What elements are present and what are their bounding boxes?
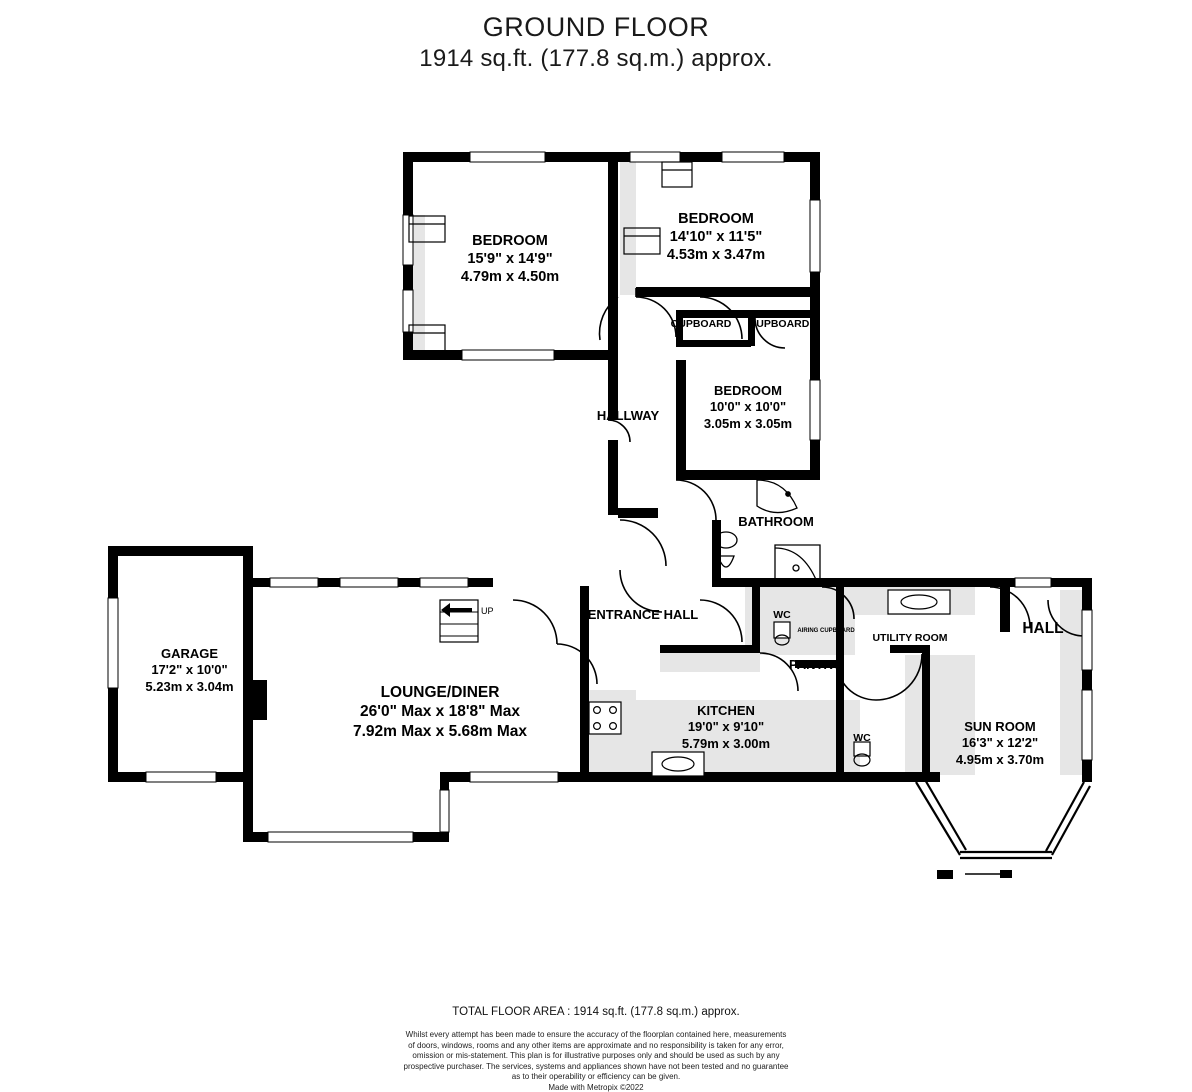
room-label-bedroom-3: BEDROOM 10'0" x 10'0" 3.05m x 3.05m xyxy=(703,383,793,431)
footer-disclaimer xyxy=(0,1024,1192,1092)
footer-made-with: Made with Metropix ©2022 xyxy=(548,1082,644,1092)
footer-total-text: TOTAL FLOOR AREA : 1914 sq.ft. (177.8 sq.m.) approx. xyxy=(452,1006,740,1018)
utility-fittings xyxy=(888,590,950,614)
room-label-bedroom-1: BEDROOM 15'9" x 14'9" 4.79m x 4.50m xyxy=(460,233,560,286)
area-label-wc-2: WC xyxy=(853,732,871,744)
bathroom-fixtures xyxy=(715,480,820,585)
disclaimer-line-1: Whilst every attempt has been made to ensure the accuracy of the floorplan contained here, measurements xyxy=(405,1030,787,1039)
area-label-wc-1: WC xyxy=(773,609,791,621)
room-label-lounge-diner: LOUNGE/DINER 26'0" Max x 18'8" Max 7.92m Max x 5.68m Max xyxy=(352,684,528,740)
plan-title-main: GROUND FLOOR xyxy=(482,12,710,42)
footer-total-area xyxy=(0,1006,1192,1018)
room-label-sun-room: SUN ROOM 16'3" x 12'2" 4.95m x 3.70m xyxy=(955,719,1045,767)
area-label-airing-cupboard: AIRING CUPBOARD xyxy=(797,628,855,634)
area-label-entrance-hall: ENTRANCE HALL xyxy=(587,607,699,622)
area-label-cupboard-1: CUPBOARD xyxy=(670,318,732,330)
stairs-up-label: UP xyxy=(481,606,494,616)
stairs-up xyxy=(440,600,478,642)
room-label-bedroom-2: BEDROOM 14'10" x 11'5" 4.53m x 3.47m xyxy=(666,211,766,264)
walls-bedroom-wing xyxy=(403,152,820,518)
area-label-cupboard-2: CUPBOARD xyxy=(748,318,810,330)
area-label-pantry: PANTRY xyxy=(789,657,841,672)
plan-title-sub: 1914 sq.ft. (177.8 sq.m.) approx. xyxy=(419,45,773,72)
walls-sun-room xyxy=(916,770,1092,879)
area-label-utility-room: UTILITY ROOM xyxy=(872,632,948,644)
room-label-garage: GARAGE 17'2" x 10'0" 5.23m x 3.04m xyxy=(145,646,234,694)
disclaimer-line-2: of doors, windows, rooms and any other items are approximate and no responsibility is taken for any error, xyxy=(408,1040,784,1050)
disclaimer-line-4: prospective purchaser. The services, systems and appliances shown have not been tested and no guarantee xyxy=(403,1061,789,1071)
room-label-kitchen: KITCHEN 19'0" x 9'10" 5.79m x 3.00m xyxy=(681,703,771,751)
area-label-hall: HALL xyxy=(1022,620,1064,637)
disclaimer-line-5: as to their operability or efficiency can be given. xyxy=(511,1072,681,1082)
disclaimer-line-3: omission or mis-statement. This plan is for illustrative purposes only and should be used as such by any xyxy=(412,1051,780,1061)
area-label-hallway: HALLWAY xyxy=(596,408,660,423)
area-label-bathroom: BATHROOM xyxy=(738,514,814,529)
